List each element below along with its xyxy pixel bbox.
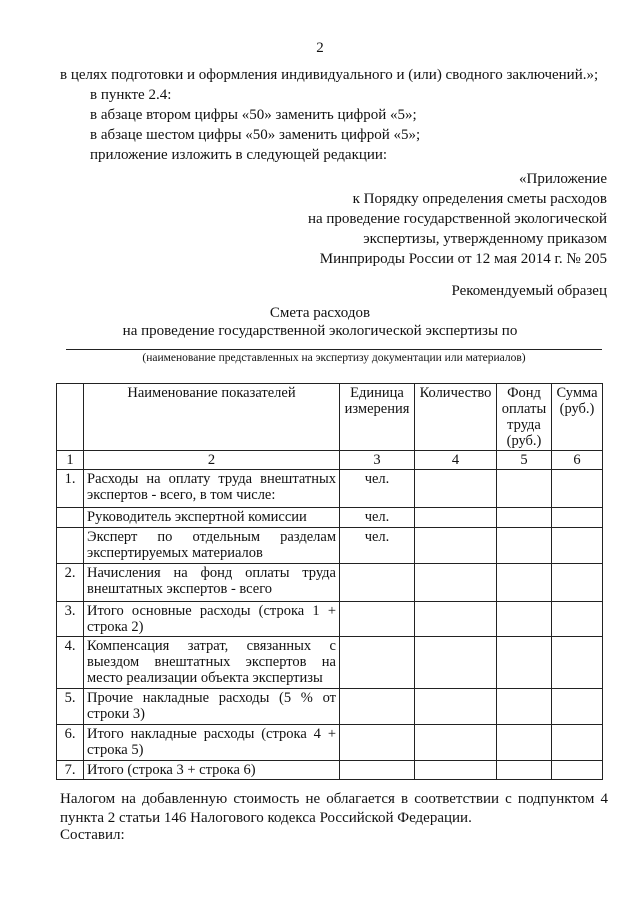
row-name: Итого (строка 3 + строка 6) bbox=[84, 761, 340, 780]
table-row bbox=[57, 602, 603, 637]
row-unit bbox=[340, 602, 415, 637]
column-number: 3 bbox=[340, 451, 415, 470]
row-unit: чел. bbox=[340, 528, 415, 564]
row-fund bbox=[497, 725, 552, 761]
header-sum: Сумма (руб.) bbox=[552, 384, 603, 451]
column-number: 4 bbox=[415, 451, 497, 470]
row-number: 6. bbox=[57, 725, 84, 761]
row-quantity bbox=[415, 725, 497, 761]
row-name: Эксперт по отдельным разделам экспертируемых материалов bbox=[84, 528, 340, 564]
row-fund bbox=[497, 689, 552, 725]
table-header-row bbox=[57, 384, 603, 451]
row-name: Расходы на оплату труда внештатных экспертов - всего, в том числе: bbox=[84, 470, 340, 508]
appendix-line-4: экспертизы, утвержденному приказом bbox=[363, 231, 607, 247]
header-fund: Фонд оплаты труда (руб.) bbox=[497, 384, 552, 451]
intro-line-5: приложение изложить в следующей редакции: bbox=[90, 147, 388, 163]
row-number: 5. bbox=[57, 689, 84, 725]
row-quantity bbox=[415, 602, 497, 637]
row-fund bbox=[497, 761, 552, 780]
row-unit bbox=[340, 689, 415, 725]
column-number-row bbox=[57, 451, 603, 470]
row-fund bbox=[497, 637, 552, 689]
row-sum bbox=[552, 761, 603, 780]
intro-line-2: в пункте 2.4: bbox=[90, 87, 172, 103]
row-fund bbox=[497, 508, 552, 528]
table-row bbox=[57, 689, 603, 725]
row-unit: чел. bbox=[340, 508, 415, 528]
row-sum bbox=[552, 689, 603, 725]
row-unit bbox=[340, 725, 415, 761]
appendix-line-2: к Порядку определения сметы расходов bbox=[352, 191, 607, 207]
row-name: Итого накладные расходы (строка 4 + строка 5) bbox=[84, 725, 340, 761]
row-sum bbox=[552, 602, 603, 637]
table-row bbox=[57, 528, 603, 564]
column-number: 2 bbox=[84, 451, 340, 470]
table-row bbox=[57, 508, 603, 528]
row-name: Прочие накладные расходы (5 % от строки 3) bbox=[84, 689, 340, 725]
appendix-line-5: Минприроды России от 12 мая 2014 г. № 205 bbox=[319, 251, 607, 267]
row-number: 7. bbox=[57, 761, 84, 780]
table-row bbox=[57, 564, 603, 602]
row-sum bbox=[552, 637, 603, 689]
row-number: 2. bbox=[57, 564, 84, 602]
row-quantity bbox=[415, 528, 497, 564]
column-number: 6 bbox=[552, 451, 603, 470]
blank-caption: (наименование представленных на экспертизу документации или материалов) bbox=[142, 352, 526, 364]
row-quantity bbox=[415, 470, 497, 508]
page-number: 2 bbox=[316, 40, 324, 56]
row-number: 4. bbox=[57, 637, 84, 689]
table-row bbox=[57, 470, 603, 508]
row-quantity bbox=[415, 689, 497, 725]
appendix-title: «Приложение bbox=[518, 171, 607, 187]
row-sum bbox=[552, 725, 603, 761]
row-number: 3. bbox=[57, 602, 84, 637]
row-number bbox=[57, 528, 84, 564]
header-name: Наименование показателей bbox=[84, 384, 340, 451]
row-unit bbox=[340, 761, 415, 780]
header-quantity: Количество bbox=[415, 384, 497, 451]
column-number: 5 bbox=[497, 451, 552, 470]
row-name: Начисления на фонд оплаты труда внештатных экспертов - всего bbox=[84, 564, 340, 602]
table-row bbox=[57, 637, 603, 689]
row-unit bbox=[340, 637, 415, 689]
row-fund bbox=[497, 528, 552, 564]
row-name: Руководитель экспертной комиссии bbox=[84, 508, 340, 528]
row-sum bbox=[552, 508, 603, 528]
row-unit: чел. bbox=[340, 470, 415, 508]
row-unit bbox=[340, 564, 415, 602]
row-quantity bbox=[415, 564, 497, 602]
header-number-cell bbox=[57, 384, 84, 451]
row-number bbox=[57, 508, 84, 528]
intro-line-1: в целях подготовки и оформления индивидуального и (или) сводного заключений.»; bbox=[60, 67, 599, 83]
row-sum bbox=[552, 528, 603, 564]
row-sum bbox=[552, 564, 603, 602]
estimate-table bbox=[56, 383, 603, 780]
appendix-line-3: на проведение государственной экологической bbox=[307, 211, 607, 227]
header-unit: Единица измерения bbox=[340, 384, 415, 451]
column-number: 1 bbox=[57, 451, 84, 470]
table-row bbox=[57, 761, 603, 780]
row-quantity bbox=[415, 761, 497, 780]
sample-label: Рекомендуемый образец bbox=[451, 283, 607, 299]
blank-fill-line bbox=[66, 349, 602, 350]
compiled-by-label: Составил: bbox=[60, 827, 125, 843]
row-fund bbox=[497, 564, 552, 602]
tax-note: Налогом на добавленную стоимость не облагается в соответствии с подпунктом 4 пункта 2 статьи 146 Налогового кодекса Российской Федерации. bbox=[60, 791, 608, 826]
row-fund bbox=[497, 602, 552, 637]
intro-line-4: в абзаце шестом цифры «50» заменить цифрой «5»; bbox=[90, 127, 421, 143]
row-fund bbox=[497, 470, 552, 508]
row-number: 1. bbox=[57, 470, 84, 508]
document-subtitle: на проведение государственной экологической экспертизы по bbox=[122, 323, 518, 339]
row-sum bbox=[552, 470, 603, 508]
row-name: Компенсация затрат, связанных с выездом внештатных экспертов на место реализации объекта экспертизы bbox=[84, 637, 340, 689]
row-quantity bbox=[415, 508, 497, 528]
document-title: Смета расходов bbox=[269, 305, 371, 321]
table-row bbox=[57, 725, 603, 761]
row-name: Итого основные расходы (строка 1 + строка 2) bbox=[84, 602, 340, 637]
intro-line-3: в абзаце втором цифры «50» заменить цифрой «5»; bbox=[90, 107, 417, 123]
row-quantity bbox=[415, 637, 497, 689]
